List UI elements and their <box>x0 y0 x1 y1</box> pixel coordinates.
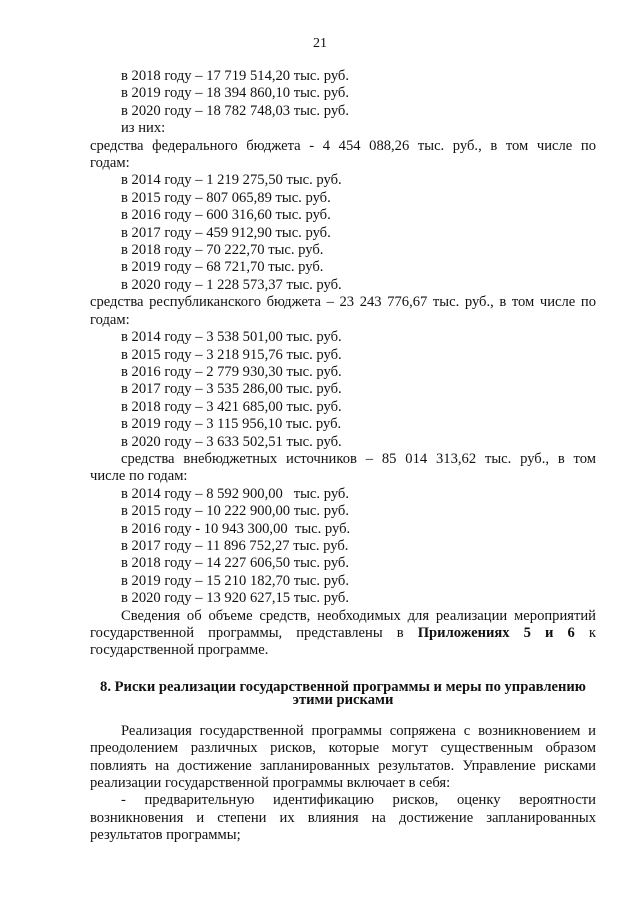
extra-year-line: в 2014 году – 8 592 900,00 тыс. руб. <box>121 485 349 502</box>
federal-year-line: в 2018 году – 70 222,70 тыс. руб. <box>121 242 324 259</box>
summary-text-before: Сведения об объеме средств, необходимых для реализации мероприятий государственной программы, представлены в <box>90 607 596 641</box>
from-them-label: из них: <box>121 120 166 137</box>
extra-year-line: в 2018 году – 14 227 606,50 тыс. руб. <box>121 555 349 572</box>
republic-year-line: в 2019 году – 3 115 956,10 тыс. руб. <box>121 416 342 433</box>
extra-year-line: в 2019 году – 15 210 182,70 тыс. руб. <box>121 572 349 589</box>
republic-year-line: в 2014 году – 3 538 501,00 тыс. руб. <box>121 329 342 346</box>
federal-year-line: в 2014 году – 1 219 275,50 тыс. руб. <box>121 172 342 189</box>
page-content <box>90 68 596 845</box>
section-heading <box>90 678 596 708</box>
federal-year-line: в 2017 году – 459 912,90 тыс. руб. <box>121 224 331 241</box>
appendix-reference: Приложениях 5 и 6 <box>417 625 575 641</box>
republic-year-line: в 2016 году – 2 779 930,30 тыс. руб. <box>121 363 342 380</box>
funding-line: в 2018 году – 17 719 514,20 тыс. руб. <box>121 68 349 84</box>
federal-year-line: в 2016 году – 600 316,60 тыс. руб. <box>121 207 331 224</box>
republic-year-line: в 2020 году – 3 633 502,51 тыс. руб. <box>121 433 342 450</box>
summary-text-after: к государственной программе. <box>90 625 596 659</box>
extra-budget-intro: средства внебюджетных источников – 85 014 313,62 тыс. руб., в том <box>121 450 596 467</box>
section-heading-line: этими рисками <box>292 691 394 708</box>
republic-year-line: в 2015 году – 3 218 915,76 тыс. руб. <box>121 346 342 363</box>
extra-year-line: в 2015 году – 10 222 900,00 тыс. руб. <box>121 503 349 520</box>
republic-year-line: в 2017 году – 3 535 286,00 тыс. руб. <box>121 381 342 398</box>
risks-list-item: - предварительную идентификацию рисков, оценку вероятности возникновения и степени их влияния на достижение запланированных результатов программы; <box>90 792 596 844</box>
republic-budget-years-label: годам: <box>90 311 130 328</box>
extra-budget-years-label: числе по годам: <box>90 468 188 485</box>
federal-budget-intro: средства федерального бюджета - 4 454 088,26 тыс. руб., в том числе по <box>90 137 596 154</box>
federal-budget-years-label: годам: <box>90 155 130 172</box>
extra-year-line: в 2020 году – 13 920 627,15 тыс. руб. <box>121 590 349 607</box>
page-number: 21 <box>313 36 327 51</box>
republic-budget-intro: средства республиканского бюджета – 23 243 776,67 тыс. руб., в том числе по <box>90 294 596 311</box>
risks-paragraph: Реализация государственной программы сопряжена с возникновением и преодолением различных рисков, которые могут существенным образом повлиять на достижение запланированных результатов. Управление рисками реализации государственной программы включает в себя: <box>90 722 596 792</box>
funding-line: в 2019 году – 18 394 860,10 тыс. руб. <box>121 85 349 102</box>
extra-year-line: в 2016 году - 10 943 300,00 тыс. руб. <box>121 520 351 537</box>
federal-year-line: в 2020 году – 1 228 573,37 тыс. руб. <box>121 276 342 293</box>
extra-year-line: в 2017 году – 11 896 752,27 тыс. руб. <box>121 537 349 554</box>
federal-year-line: в 2019 году – 68 721,70 тыс. руб. <box>121 259 324 276</box>
federal-year-line: в 2015 году – 807 065,89 тыс. руб. <box>121 189 331 206</box>
summary-paragraph <box>90 608 596 660</box>
section-heading-line: 8. Риски реализации государственной программы и меры по управлению <box>100 678 586 695</box>
republic-year-line: в 2018 году – 3 421 685,00 тыс. руб. <box>121 398 342 415</box>
funding-line: в 2020 году – 18 782 748,03 тыс. руб. <box>121 102 349 119</box>
